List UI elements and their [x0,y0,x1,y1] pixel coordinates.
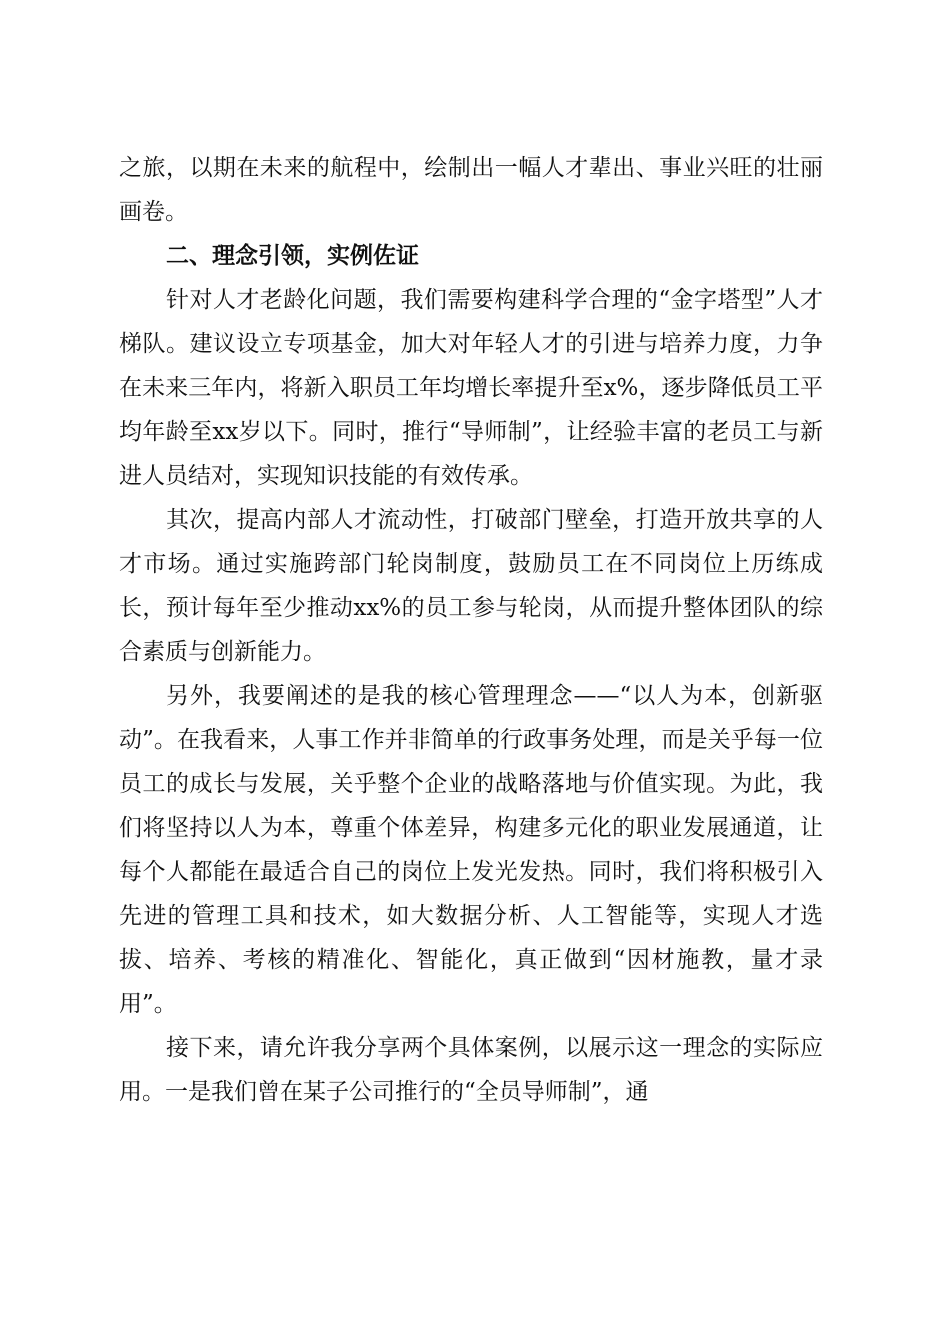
section-heading: 二、理念引领，实例佐证 [166,243,419,269]
document-page [119,146,823,1114]
body-paragraph: 其次，提高内部人才流动性，打破部门壁垒，打造开放共享的人才市场。通过实施跨部门轮岗制度，鼓励员工在不同岗位上历练成长，预计每年至少推动xx%的员工参与轮岗，从而提升整体团队的综合素质与创新能力。 [119,507,823,665]
body-paragraph: 另外，我要阐述的是我的核心管理理念——“以人为本，创新驱动”。在我看来，人事工作并非简单的行政事务处理，而是关乎每一位员工的成长与发展，关乎整个企业的战略落地与价值实现。为此，我们将坚持以人为本，尊重个体差异，构建多元化的职业发展通道，让每个人都能在最适合自己的岗位上发光发热。同时，我们将积极引入先进的管理工具和技术，如大数据分析、人工智能等，实现人才选拔、培养、考核的精准化、智能化，真正做到“因材施教，量才录用”。 [119,683,823,1017]
body-paragraph: 接下来，请允许我分享两个具体案例，以展示这一理念的实际应用。一是我们曾在某子公司推行的“全员导师制”，通 [119,1035,823,1105]
body-paragraph: 针对人才老龄化问题，我们需要构建科学合理的“金字塔型”人才梯队。建议设立专项基金，加大对年轻人才的引进与培养力度，力争在未来三年内，将新入职员工年均增长率提升至x%，逐步降低员工平均年龄至xx岁以下。同时，推行“导师制”，让经验丰富的老员工与新进人员结对，实现知识技能的有效传承。 [119,287,823,489]
continuation-paragraph: 之旅，以期在未来的航程中，绘制出一幅人才辈出、事业兴旺的壮丽画卷。 [119,155,823,225]
